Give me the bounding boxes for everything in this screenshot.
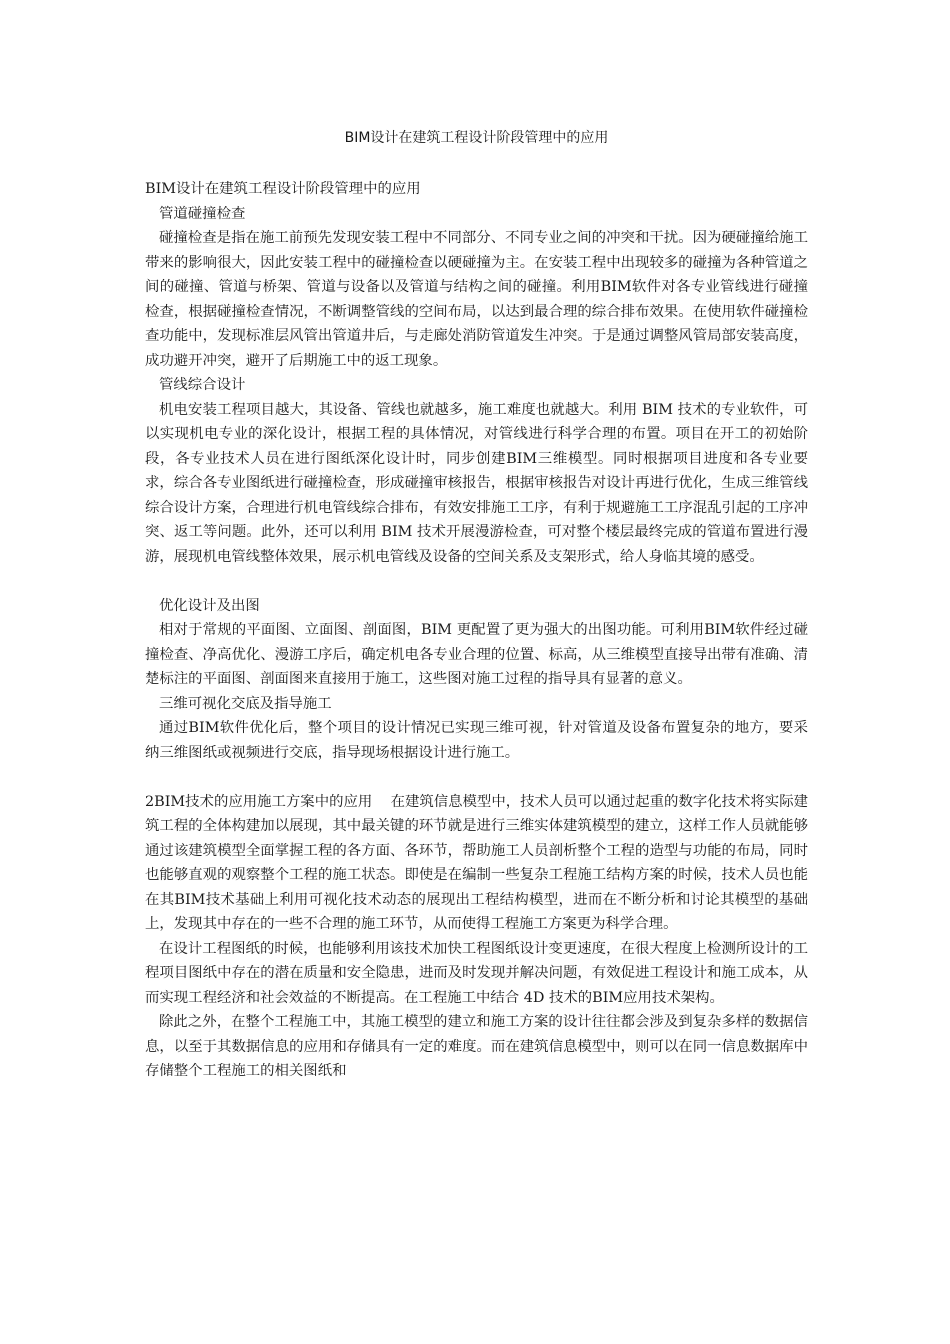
paragraph-optimize-drawing: 相对于常规的平面图、立面图、剖面图，BIM 更配置了更为强大的出图功能。可利用BIM软件经过碰撞检查、净高优化、漫游工序后，确定机电各专业合理的位置、标高，从三维模型直接导出带有准确、清楚标注的平面图、剖面图来直接用于施工，这些图对施工过程的指导具有显著的意义。 xyxy=(145,622,808,687)
document-subtitle: BIM设计在建筑工程设计阶段管理中的应用 xyxy=(145,181,421,197)
page-title: BIM设计在建筑工程设计阶段管理中的应用 xyxy=(344,130,609,146)
paragraph-visual-briefing: 通过BIM软件优化后，整个项目的设计情况已实现三维可视，针对管道及设备布置复杂的地方，要采纳三维图纸或视频进行交底，指导现场根据设计进行施工。 xyxy=(145,720,808,761)
section-heading-optimize-drawing: 优化设计及出图 xyxy=(159,597,260,614)
paragraph-data-storage: 除此之外，在整个工程施工中，其施工模型的建立和施工方案的设计往往都会涉及到复杂多样的数据信息，以至于其数据信息的应用和存储具有一定的难度。而在建筑信息模型中，则可以在同一信息数据库中存储整个工程施工的相关图纸和 xyxy=(145,1014,808,1079)
paragraph-pipeline-design: 机电安装工程项目越大，其设备、管线也就越多，施工难度也就越大。利用 BIM 技术的专业软件，可以实现机电专业的深化设计，根据工程的具体情况，对管线进行科学合理的布置。项目在开工的初始阶段，各专业技术人员在进行图纸深化设计时，同步创建BIM三维模型。同时根据项目进度和各专业要求，综合各专业图纸进行碰撞检查，形成碰撞审核报告，根据审核报告对设计再进行优化，生成三维管线综合设计方案，合理进行机电管线综合排布，有效安排施工工序，有利于规避施工工序混乱引起的工序冲突、返工等问题。此外，还可以利用 BIM 技术开展漫游检查，可对整个楼层最终完成的管道布置进行漫游，展现机电管线整体效果，展示机电管线及设备的空间关系及支架形式，给人身临其境的感受。 xyxy=(145,401,808,565)
paragraph-construction-plan xyxy=(145,790,808,937)
construction-plan-lead: 2BIM技术的应用施工方案中的应用 xyxy=(145,793,373,810)
construction-plan-body: 在建筑信息模型中，技术人员可以通过起重的数字化技术将实际建筑工程的全体构建加以展现，其中最关键的环节就是进行三维实体建筑模型的建立，这样工作人员就能够通过该建筑模型全面掌握工程的各方面、各环节，帮助施工人员剖析整个工程的造型与功能的布局，同时也能够直观的观察整个工程的施工状态。即使是在编制一些复杂工程施工结构方案的时候，技术人员也能在其BIM技术基础上利用可视化技术动态的展现出工程结构模型，进而在不断分析和讨论其模型的基础上，发现其中存在的一些不合理的施工环节，从而使得工程施工方案更为科学合理。 xyxy=(145,793,808,932)
paragraph-clash-check: 碰撞检查是指在施工前预先发现安装工程中不同部分、不同专业之间的冲突和干扰。因为硬碰撞给施工带来的影响很大，因此安装工程中的碰撞检查以硬碰撞为主。在安装工程中出现较多的碰撞为各种管道之间的碰撞、管道与桥架、管道与设备以及管道与结构之间的碰撞。利用BIM软件对各专业管线进行碰撞检查，根据碰撞检查情况，不断调整管线的空间布局，以达到最合理的综合排布效果。在使用软件碰撞检查功能中，发现标准层风管出管道井后，与走廊处消防管道发生冲突。于是通过调整风管局部安装高度，成功避开冲突，避开了后期施工中的返工现象。 xyxy=(145,230,808,369)
section-heading-visual-briefing: 三维可视化交底及指导施工 xyxy=(159,695,332,712)
section-heading-pipeline-design: 管线综合设计 xyxy=(159,377,246,393)
section-heading-clash-check: 管道碰撞检查 xyxy=(159,205,246,222)
paragraph-drawing-design: 在设计工程图纸的时候，也能够利用该技术加快工程图纸设计变更速度，在很大程度上检测所设计的工程项目图纸中存在的潜在质量和安全隐患，进而及时发现并解决问题，有效促进工程设计和施工成本，从而实现工程经济和社会效益的不断提高。在工程施工中结合 4D 技术的BIM应用技术架构。 xyxy=(145,940,808,1006)
